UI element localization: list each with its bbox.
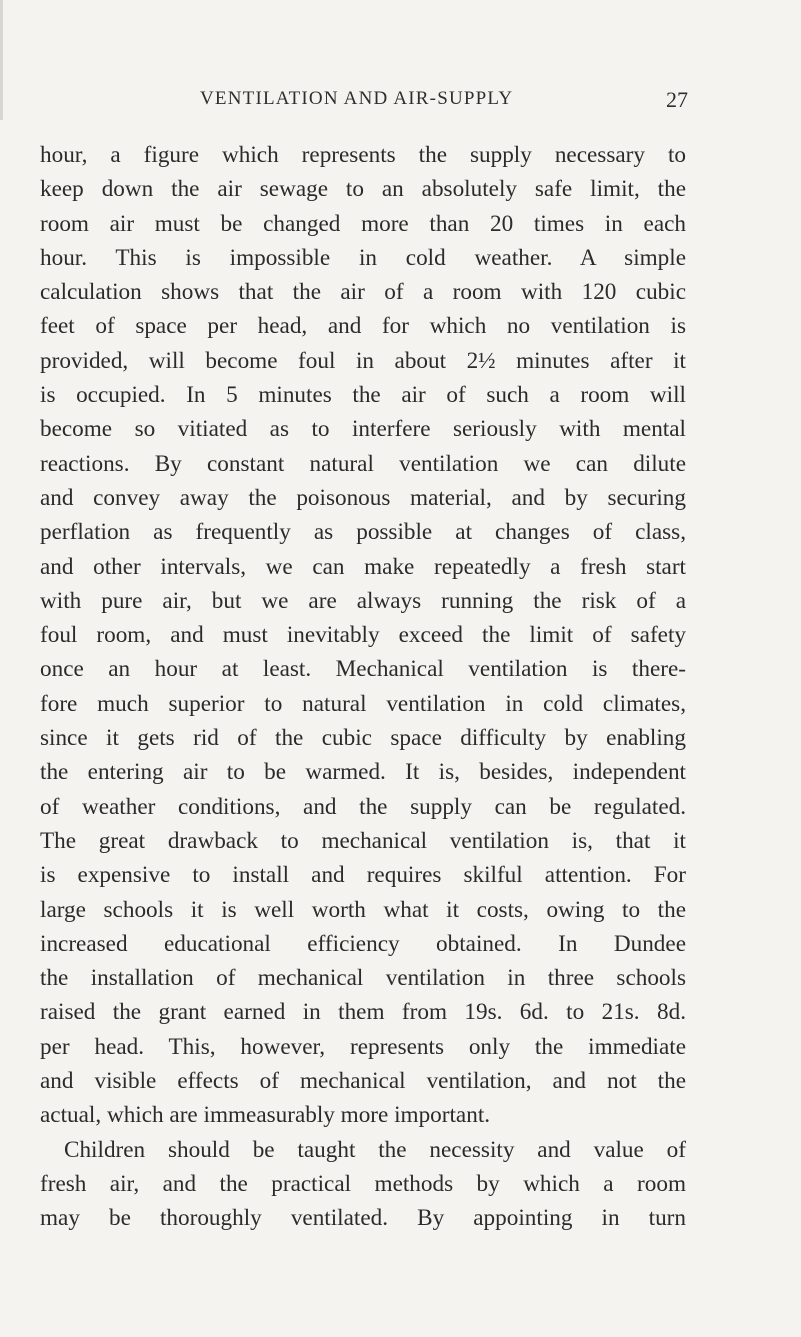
text-line: of weather conditions, and the supply can be regulated. xyxy=(40,793,686,820)
text-line: perflation as frequently as possible at changes of class, xyxy=(40,519,686,546)
text-line: reactions. By constant natural ventilation we can dilute xyxy=(40,450,686,477)
text-line: room air must be changed more than 20 times in each xyxy=(40,210,686,237)
text-line: and convey away the poisonous material, and by securing xyxy=(40,484,686,511)
text-line: keep down the air sewage to an absolutely safe limit, the xyxy=(40,176,686,203)
text-line: and other intervals, we can make repeatedly a fresh start xyxy=(40,553,686,580)
text-line: large schools it is well worth what it costs, owing to the xyxy=(40,896,686,923)
paragraph-start-line: Children should be taught the necessity and value of xyxy=(64,1136,686,1163)
text-line: the installation of mechanical ventilation in three schools xyxy=(40,965,686,992)
text-line: with pure air, but we are always running the risk of a xyxy=(40,587,686,614)
text-line: and visible effects of mechanical ventilation, and not the xyxy=(40,1068,686,1095)
text-line: become so vitiated as to interfere seriously with mental xyxy=(40,416,686,443)
text-line: foul room, and must inevitably exceed the limit of safety xyxy=(40,622,686,649)
text-line: since it gets rid of the cubic space difficulty by enabling xyxy=(40,725,686,752)
text-line: hour. This is impossible in cold weather. A simple xyxy=(40,244,686,271)
running-head: VENTILATION AND AIR-SUPPLY xyxy=(200,88,514,109)
text-line: calculation shows that the air of a room with 120 cubic xyxy=(40,279,686,306)
text-line: fore much superior to natural ventilation in cold climates, xyxy=(40,690,686,717)
text-line: raised the grant earned in them from 19s. 6d. to 21s. 8d. xyxy=(40,999,686,1026)
text-line: once an hour at least. Mechanical ventilation is there- xyxy=(40,656,686,683)
text-line: is expensive to install and requires skilful attention. For xyxy=(40,862,686,889)
text-line: per head. This, however, represents only the immediate xyxy=(40,1033,686,1060)
text-line: hour, a figure which represents the supply necessary to xyxy=(40,142,686,168)
text-line: actual, which are immeasurably more important. xyxy=(40,1102,491,1129)
text-line: feet of space per head, and for which no ventilation is xyxy=(40,313,686,340)
page-number: 27 xyxy=(666,87,688,112)
text-line: fresh air, and the practical methods by which a room xyxy=(40,1170,686,1197)
page-header xyxy=(200,88,700,116)
page-edge-shadow xyxy=(0,0,3,120)
text-line: is occupied. In 5 minutes the air of such a room will xyxy=(40,382,686,409)
body-text xyxy=(40,138,686,1236)
text-line: the entering air to be warmed. It is, besides, independent xyxy=(40,759,686,786)
text-line: provided, will become foul in about 2½ minutes after it xyxy=(40,347,686,374)
text-line: may be thoroughly ventilated. By appointing in turn xyxy=(40,1205,686,1232)
text-line: increased educational efficiency obtained. In Dundee xyxy=(40,930,686,957)
text-line: The great drawback to mechanical ventilation is, that it xyxy=(40,827,686,854)
